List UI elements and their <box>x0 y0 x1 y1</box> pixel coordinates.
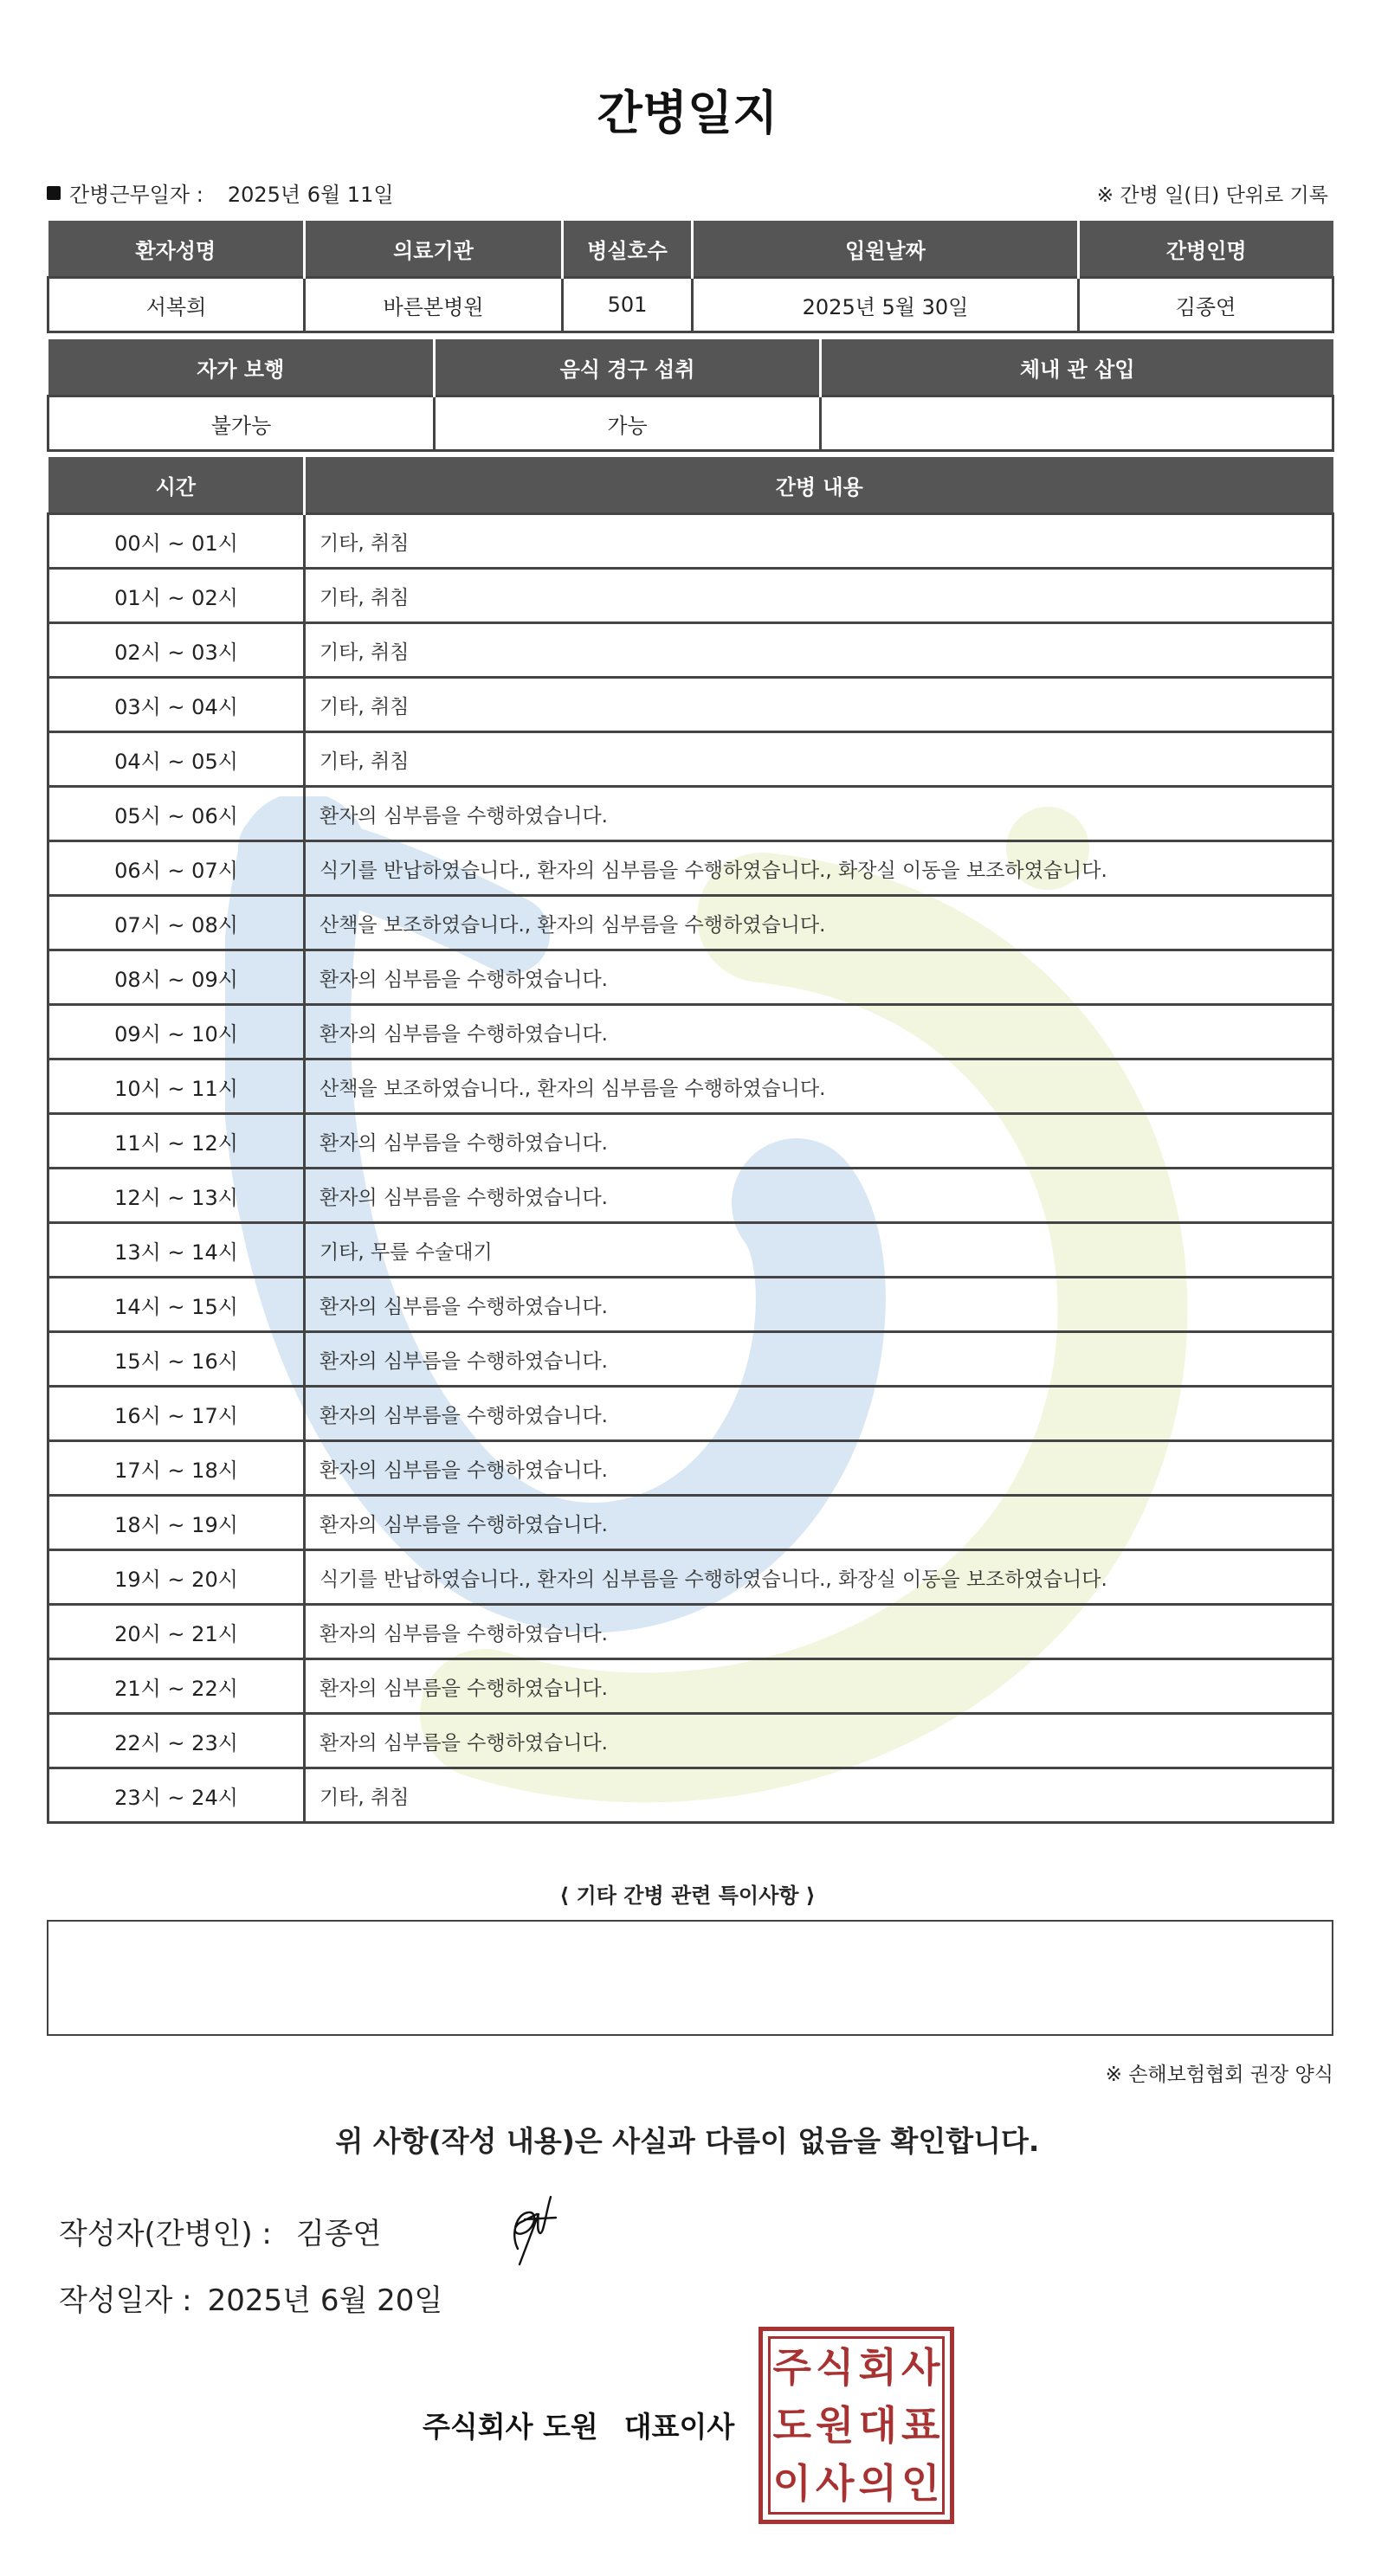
patient-header-hospital: 의료기관 <box>305 221 563 278</box>
log-content: 기타, 취침 <box>305 732 1333 787</box>
condition-header-tube: 체내 관 삽입 <box>821 339 1333 396</box>
company-role: 대표이사 <box>623 2410 735 2444</box>
log-header-content: 간병 내용 <box>305 457 1333 514</box>
log-time: 19시 ~ 20시 <box>48 1550 305 1605</box>
seal-char: 의 <box>858 2459 897 2507</box>
log-time: 16시 ~ 17시 <box>48 1387 305 1441</box>
log-content: 환자의 심부름을 수행하였습니다. <box>305 787 1333 841</box>
table-row <box>48 1332 1333 1387</box>
patient-name: 서복희 <box>48 278 305 332</box>
writer-label: 작성자(간병인) : <box>59 2217 272 2251</box>
log-content: 식기를 반납하였습니다., 환자의 심부름을 수행하였습니다., 화장실 이동을 보조하였습니다. <box>305 841 1333 896</box>
patient-header-admission: 입원날짜 <box>693 221 1079 278</box>
log-time: 09시 ~ 10시 <box>48 1005 305 1059</box>
log-time: 05시 ~ 06시 <box>48 787 305 841</box>
log-content: 기타, 취침 <box>305 623 1333 678</box>
seal-char: 도 <box>772 2401 811 2449</box>
seal-char: 사 <box>816 2459 855 2507</box>
table-row <box>48 1496 1333 1550</box>
log-time: 03시 ~ 04시 <box>48 678 305 732</box>
written-date-label: 작성일자 : <box>59 2283 192 2318</box>
log-content: 환자의 심부름을 수행하였습니다. <box>305 1659 1333 1714</box>
log-time: 07시 ~ 08시 <box>48 896 305 950</box>
company-seal <box>759 2327 954 2524</box>
confirmation-text: 위 사항(작성 내용)은 사실과 다름이 없음을 확인합니다. <box>335 2124 1040 2158</box>
notes-box <box>47 1920 1333 2036</box>
table-row <box>48 569 1333 623</box>
log-content: 환자의 심부름을 수행하였습니다. <box>305 950 1333 1005</box>
log-time: 02시 ~ 03시 <box>48 623 305 678</box>
table-row <box>48 1169 1333 1223</box>
room-number: 501 <box>563 278 693 332</box>
log-content: 산책을 보조하였습니다., 환자의 심부름을 수행하였습니다. <box>305 896 1333 950</box>
seal-char: 사 <box>901 2344 940 2392</box>
hospital-name: 바른본병원 <box>305 278 563 332</box>
log-time: 23시 ~ 24시 <box>48 1768 305 1823</box>
log-content: 기타, 취침 <box>305 1768 1333 1823</box>
log-time: 18시 ~ 19시 <box>48 1496 305 1550</box>
log-time: 14시 ~ 15시 <box>48 1278 305 1332</box>
table-row <box>48 1278 1333 1332</box>
table-row <box>48 1550 1333 1605</box>
log-content: 환자의 심부름을 수행하였습니다. <box>305 1114 1333 1169</box>
log-time: 06시 ~ 07시 <box>48 841 305 896</box>
log-time: 12시 ~ 13시 <box>48 1169 305 1223</box>
log-content: 환자의 심부름을 수행하였습니다. <box>305 1387 1333 1441</box>
log-content: 환자의 심부름을 수행하였습니다. <box>305 1169 1333 1223</box>
notes-title: ⟨ 기타 간병 관련 특이사항 ⟩ <box>559 1884 816 1908</box>
written-date-value: 2025년 6월 20일 <box>207 2283 443 2318</box>
log-time: 00시 ~ 01시 <box>48 514 305 569</box>
company-signature <box>423 2405 734 2445</box>
log-content: 환자의 심부름을 수행하였습니다. <box>305 1332 1333 1387</box>
seal-char: 대 <box>858 2401 897 2449</box>
log-time: 11시 ~ 12시 <box>48 1114 305 1169</box>
table-row <box>48 623 1333 678</box>
table-row <box>48 1387 1333 1441</box>
seal-grid <box>768 2336 945 2515</box>
tube-value <box>821 396 1333 451</box>
patient-header-name: 환자성명 <box>48 221 305 278</box>
seal-char: 주 <box>772 2344 811 2392</box>
log-time: 04시 ~ 05시 <box>48 732 305 787</box>
log-content: 환자의 심부름을 수행하였습니다. <box>305 1496 1333 1550</box>
patient-info-table <box>47 221 1334 333</box>
log-content: 환자의 심부름을 수행하였습니다. <box>305 1605 1333 1659</box>
log-time: 13시 ~ 14시 <box>48 1223 305 1278</box>
patient-header-room: 병실호수 <box>563 221 693 278</box>
table-row <box>48 1605 1333 1659</box>
page-title: 간병일지 <box>597 86 778 140</box>
table-row <box>48 1659 1333 1714</box>
work-date-label: 간병근무일자 : <box>69 183 203 207</box>
table-row <box>48 896 1333 950</box>
log-content: 식기를 반납하였습니다., 환자의 심부름을 수행하였습니다., 화장실 이동을 보조하였습니다. <box>305 1550 1333 1605</box>
patient-header-caregiver: 간병인명 <box>1079 221 1333 278</box>
signature <box>485 2188 571 2266</box>
company-name: 주식회사 도원 <box>423 2410 598 2444</box>
table-row <box>48 1005 1333 1059</box>
record-unit-note: ※ 간병 일(日) 단위로 기록 <box>1096 184 1328 207</box>
writer <box>59 2210 381 2252</box>
table-row <box>48 950 1333 1005</box>
table-row <box>48 732 1333 787</box>
table-row <box>48 678 1333 732</box>
log-content: 기타, 무릎 수술대기 <box>305 1223 1333 1278</box>
log-content: 기타, 취침 <box>305 678 1333 732</box>
seal-char: 이 <box>772 2459 811 2507</box>
writer-name: 김종연 <box>295 2217 382 2251</box>
care-log-table <box>47 457 1334 1824</box>
log-content: 환자의 심부름을 수행하였습니다. <box>305 1278 1333 1332</box>
recommend-note: ※ 손해보험협회 권장 양식 <box>1105 2064 1333 2086</box>
table-row <box>48 1059 1333 1114</box>
log-time: 21시 ~ 22시 <box>48 1659 305 1714</box>
care-log-rows <box>48 514 1333 1823</box>
table-row <box>48 1714 1333 1768</box>
log-content: 기타, 취침 <box>305 569 1333 623</box>
work-date-value: 2025년 6월 11일 <box>227 183 394 207</box>
log-content: 환자의 심부름을 수행하였습니다. <box>305 1714 1333 1768</box>
work-date <box>47 177 394 208</box>
walking-value: 불가능 <box>48 396 435 451</box>
bullet-square-icon <box>47 186 61 200</box>
log-content: 환자의 심부름을 수행하였습니다. <box>305 1005 1333 1059</box>
log-content: 기타, 취침 <box>305 514 1333 569</box>
condition-header-oral-intake: 음식 경구 섭취 <box>435 339 821 396</box>
log-time: 01시 ~ 02시 <box>48 569 305 623</box>
seal-char: 표 <box>901 2401 940 2449</box>
table-row <box>48 514 1333 569</box>
log-time: 17시 ~ 18시 <box>48 1441 305 1496</box>
seal-char: 식 <box>816 2344 855 2392</box>
admission-date: 2025년 5월 30일 <box>693 278 1079 332</box>
table-row <box>48 787 1333 841</box>
oral-intake-value: 가능 <box>435 396 821 451</box>
caregiver-name: 김종연 <box>1079 278 1333 332</box>
log-time: 15시 ~ 16시 <box>48 1332 305 1387</box>
log-time: 20시 ~ 21시 <box>48 1605 305 1659</box>
table-row <box>48 1441 1333 1496</box>
log-content: 환자의 심부름을 수행하였습니다. <box>305 1441 1333 1496</box>
seal-char: 회 <box>858 2344 897 2392</box>
seal-char: 인 <box>901 2459 940 2507</box>
condition-table <box>47 339 1334 452</box>
table-row <box>48 1768 1333 1823</box>
log-time: 08시 ~ 09시 <box>48 950 305 1005</box>
seal-char: 원 <box>816 2401 855 2449</box>
log-content: 산책을 보조하였습니다., 환자의 심부름을 수행하였습니다. <box>305 1059 1333 1114</box>
condition-header-walking: 자가 보행 <box>48 339 435 396</box>
log-header-time: 시간 <box>48 457 305 514</box>
table-row <box>48 1114 1333 1169</box>
table-row <box>48 1223 1333 1278</box>
log-time: 10시 ~ 11시 <box>48 1059 305 1114</box>
table-row <box>48 841 1333 896</box>
written-date <box>59 2277 442 2319</box>
log-time: 22시 ~ 23시 <box>48 1714 305 1768</box>
